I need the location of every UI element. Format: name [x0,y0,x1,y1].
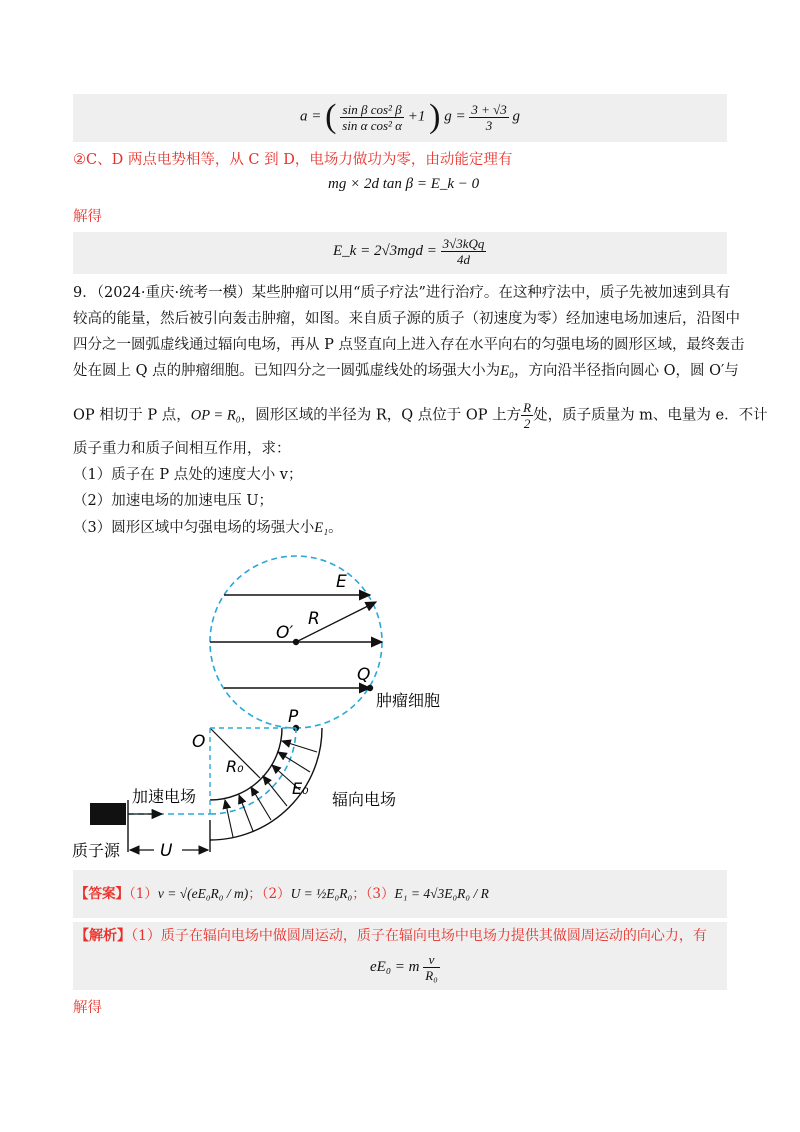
line5-part-c: ，圆形区域的半径为 R，Q 点位于 OP 上方 [240,407,522,424]
step2-text [73,150,512,170]
fraction-denominator: 2 [521,415,533,431]
eq-tail: g [512,108,520,125]
answer-sep-1: ； [248,886,262,902]
jiede-label-1: 解得 [73,209,102,225]
equation-acceleration: a = ( $\frac{\text{sin β cos² β}}{\text{sin α cos² α}}$ +1 ) g = $\frac{3 + √3}{3}$ g [300,98,520,135]
problem-line-1: 9．（2024·重庆·统考一模）某些肿瘤可以用“质子疗法”进行治疗。在这种疗法中，质子先被加速到具有 [73,285,731,301]
problem-line-5 [73,400,768,431]
line4-part-c: ，方向沿半径指向圆心 O，圆 O′与 [514,363,739,379]
answer-line [75,884,489,904]
label-u: U [160,841,173,861]
step2-sentence: C、D 两点电势相等，从 C 到 D，电场力做功为零，由动能定理有 [86,152,513,168]
label-o-prime: O′ [276,623,294,643]
center-o-prime-dot [293,639,299,645]
line5-part-e: 处，质子质量为 m、电量为 e．不计 [533,407,768,424]
label-accel-field: 加速电场 [132,787,197,806]
problem-line-6: 质子重力和质子间相互作用，求： [73,441,291,457]
fraction-numerator: v [423,952,439,968]
e1-symbol: E₁ [314,520,329,536]
eq-plus-one: +1 [407,108,426,125]
label-q: Q [357,665,371,685]
label-e0: E₀ [292,779,309,798]
label-o: O [192,732,206,752]
circle-two-marker: ② [73,152,86,168]
answer-3-formula: E₁ = 4√3E₀R₀ / R [394,886,489,901]
ek-fraction [441,236,487,267]
equation-energy: mg × 2d tan β = E_k − 0 [328,176,480,192]
eq-fraction-2 [469,102,508,133]
fraction-denominator: sin α cos² α [342,117,402,133]
problem-line-4 [73,361,739,381]
answer-1-formula: v = √(eE₀R₀ / m) [157,886,249,901]
eq-mid: g = [444,108,466,125]
answer-2-formula: U = ½E₀R₀ [290,886,353,901]
eq-fraction-1 [340,102,404,133]
fraction-numerator: R [523,400,532,415]
answer-tag: 【答案】 [75,886,129,902]
point-q-dot [367,685,373,691]
problem-line-3: 四分之一圆弧虚线通过辐向电场，再从 P 点竖直向上进入存在水平向右的匀强电场的圆形区域，最终轰击 [73,337,745,353]
label-e: E [336,572,347,592]
e0-symbol: E₀ [500,363,515,379]
q3-part-a: （3）圆形区域中匀强电场的场强大小 [73,520,315,536]
question-3 [73,518,343,538]
fraction-numerator: sin β cos² β [340,102,404,118]
question-1: （1）质子在 P 点处的速度大小 v； [73,467,303,483]
equation-centripetal [370,952,440,983]
problem-line-2: 较高的能量，然后被引向轰击肿瘤，如图。来自质子源的质子（初速度为零）经加速电场加速后，沿图中 [73,311,740,327]
label-r0: R₀ [226,757,244,776]
op-r0-formula: OP = R₀ [190,407,241,424]
answer-part-2-label: （2） [261,886,291,902]
line5-part-a: OP 相切于 P 点， [73,407,191,424]
label-radial-field: 辐向电场 [332,790,397,809]
analysis-text: （1）质子在辐向电场中做圆周运动，质子在辐向电场中电场力提供其做圆周运动的向心力，有 [131,928,707,944]
q3-part-c: 。 [328,520,343,536]
centripetal-fraction [423,952,439,983]
fraction-numerator: 3 + √3 [471,101,507,117]
label-p: P [288,707,299,727]
equation-ek [333,236,486,267]
fraction-denominator: 4d [457,252,471,267]
ek-lhs: E_k = 2√3mgd = [333,242,437,259]
answer-part-1-label: （1） [129,886,158,902]
label-tumor: 肿瘤细胞 [376,691,441,710]
proton-source-box [90,803,126,825]
answer-sep-2: ； [352,886,366,902]
label-proton-source: 质子源 [72,841,121,860]
answer-part-3-label: （3） [365,886,395,902]
jiede-label-2: 解得 [73,1000,102,1016]
eq-lhs: a = [300,108,322,125]
analysis-tag: 【解析】 [75,928,131,944]
centripetal-lhs: eE₀ = m [370,958,420,975]
fraction-numerator: 3√3kQq [442,236,485,251]
fraction-denominator: R₀ [425,968,438,983]
proton-therapy-figure [70,550,490,865]
label-r: R [308,609,320,629]
question-2: （2）加速电场的加速电压 U； [73,493,274,509]
r-over-2-fraction [521,400,533,431]
analysis-line [75,926,707,946]
line4-part-a: 处在圆上 Q 点的肿瘤细胞。已知四分之一圆弧虚线处的场强大小为 [73,363,501,379]
fraction-denominator: 3 [485,117,493,133]
